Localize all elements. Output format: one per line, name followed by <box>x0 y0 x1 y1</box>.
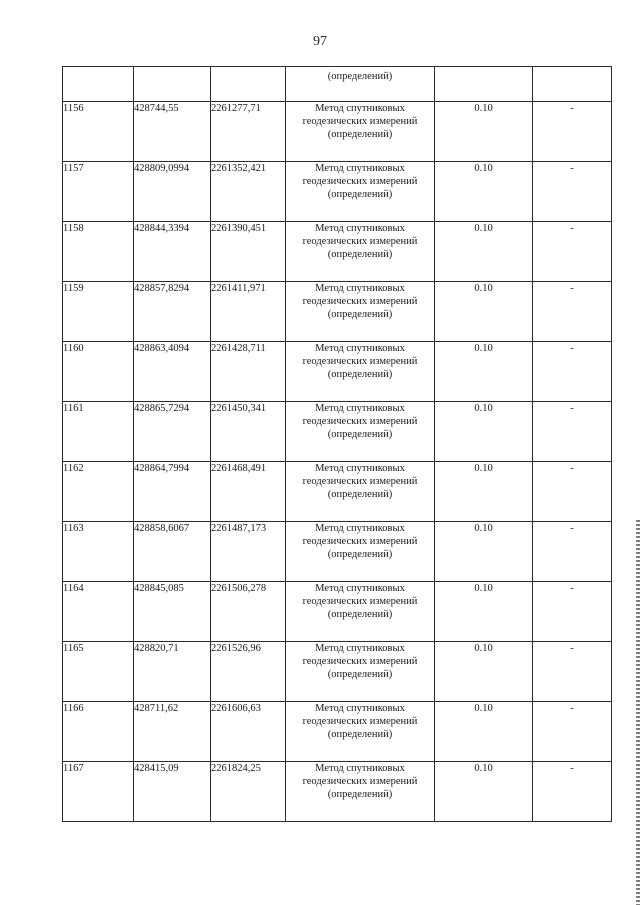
cell-note: - <box>533 702 612 762</box>
method-line: Метод спутниковых <box>315 523 405 534</box>
method-line: геодезических измерений <box>302 176 418 187</box>
method-line: (определений) <box>327 669 393 680</box>
method-line: (определений) <box>327 489 393 500</box>
cell-x: 428820,71 <box>134 642 211 702</box>
cell-x: 428865,7294 <box>134 402 211 462</box>
table-body <box>63 67 612 822</box>
method-line: геодезических измерений <box>302 776 418 787</box>
cell-method <box>286 462 435 522</box>
method-line: (определений) <box>327 789 393 800</box>
cell-accuracy: 0.10 <box>435 102 533 162</box>
cell-note: - <box>533 522 612 582</box>
cell-accuracy: 0.10 <box>435 642 533 702</box>
cell-num: 1156 <box>63 102 134 162</box>
method-line: Метод спутниковых <box>315 463 405 474</box>
method-line: (определений) <box>327 129 393 140</box>
cell-num: 1166 <box>63 702 134 762</box>
cell-note: - <box>533 282 612 342</box>
cell-num: 1164 <box>63 582 134 642</box>
cell-accuracy: 0.10 <box>435 582 533 642</box>
cell-y <box>211 67 286 102</box>
cell-num: 1158 <box>63 222 134 282</box>
cell-x: 428845,085 <box>134 582 211 642</box>
cell-method <box>286 222 435 282</box>
table-row <box>63 402 612 462</box>
table-row <box>63 582 612 642</box>
cell-y: 2261390,451 <box>211 222 286 282</box>
cell-method <box>286 162 435 222</box>
method-line: Метод спутниковых <box>315 763 405 774</box>
cell-method <box>286 282 435 342</box>
cell-x: 428415,09 <box>134 762 211 822</box>
table-row <box>63 702 612 762</box>
cell-x: 428711,62 <box>134 702 211 762</box>
method-line: (определений) <box>327 309 393 320</box>
method-line: (определений) <box>327 729 393 740</box>
method-line: (определений) <box>327 549 393 560</box>
cell-y: 2261352,421 <box>211 162 286 222</box>
cell-x: 428858,6067 <box>134 522 211 582</box>
method-line: геодезических измерений <box>302 476 418 487</box>
cell-note <box>533 67 612 102</box>
cell-y: 2261450,341 <box>211 402 286 462</box>
method-line: Метод спутниковых <box>315 103 405 114</box>
cell-accuracy: 0.10 <box>435 162 533 222</box>
table-row <box>63 762 612 822</box>
cell-y: 2261277,71 <box>211 102 286 162</box>
cell-accuracy: 0.10 <box>435 702 533 762</box>
cell-note: - <box>533 402 612 462</box>
method-line: геодезических измерений <box>302 596 418 607</box>
method-line: геодезических измерений <box>302 116 418 127</box>
cell-y: 2261526,96 <box>211 642 286 702</box>
coordinates-table <box>62 66 612 822</box>
method-line: (определений) <box>327 249 393 260</box>
cell-y: 2261824,25 <box>211 762 286 822</box>
cell-method <box>286 342 435 402</box>
method-line: геодезических измерений <box>302 416 418 427</box>
cell-note: - <box>533 162 612 222</box>
cell-num <box>63 67 134 102</box>
cell-x: 428863,4094 <box>134 342 211 402</box>
method-line: (определений) <box>327 71 393 82</box>
cell-note: - <box>533 762 612 822</box>
method-line: Метод спутниковых <box>315 403 405 414</box>
cell-y: 2261411,971 <box>211 282 286 342</box>
cell-y: 2261468,491 <box>211 462 286 522</box>
cell-accuracy: 0.10 <box>435 522 533 582</box>
method-line: (определений) <box>327 429 393 440</box>
table-row <box>63 102 612 162</box>
cell-note: - <box>533 222 612 282</box>
cell-note: - <box>533 582 612 642</box>
method-line: Метод спутниковых <box>315 643 405 654</box>
method-line: Метод спутниковых <box>315 163 405 174</box>
scan-edge-artifact <box>636 520 640 905</box>
method-line: геодезических измерений <box>302 656 418 667</box>
table-row <box>63 282 612 342</box>
cell-note: - <box>533 342 612 402</box>
cell-accuracy: 0.10 <box>435 462 533 522</box>
cell-method <box>286 402 435 462</box>
method-line: геодезических измерений <box>302 356 418 367</box>
cell-x: 428744,55 <box>134 102 211 162</box>
cell-num: 1159 <box>63 282 134 342</box>
cell-num: 1167 <box>63 762 134 822</box>
page-number: 97 <box>313 34 327 49</box>
cell-method <box>286 522 435 582</box>
method-line: Метод спутниковых <box>315 223 405 234</box>
cell-note: - <box>533 462 612 522</box>
cell-method <box>286 642 435 702</box>
cell-x: 428864,7994 <box>134 462 211 522</box>
cell-num: 1157 <box>63 162 134 222</box>
cell-method <box>286 702 435 762</box>
cell-note: - <box>533 642 612 702</box>
cell-accuracy: 0.10 <box>435 762 533 822</box>
cell-num: 1163 <box>63 522 134 582</box>
cell-y: 2261428,711 <box>211 342 286 402</box>
table-row <box>63 462 612 522</box>
table-row <box>63 642 612 702</box>
table-row <box>63 342 612 402</box>
cell-accuracy: 0.10 <box>435 282 533 342</box>
cell-x <box>134 67 211 102</box>
cell-method <box>286 762 435 822</box>
method-line: (определений) <box>327 369 393 380</box>
cell-y: 2261487,173 <box>211 522 286 582</box>
table-row <box>63 222 612 282</box>
cell-accuracy: 0.10 <box>435 222 533 282</box>
cell-accuracy <box>435 67 533 102</box>
cell-accuracy: 0.10 <box>435 342 533 402</box>
method-line: геодезических измерений <box>302 236 418 247</box>
method-line: (определений) <box>327 609 393 620</box>
cell-num: 1162 <box>63 462 134 522</box>
method-line: (определений) <box>327 189 393 200</box>
method-line: геодезических измерений <box>302 296 418 307</box>
cell-num: 1161 <box>63 402 134 462</box>
method-line: геодезических измерений <box>302 716 418 727</box>
cell-x: 428857,8294 <box>134 282 211 342</box>
table-row <box>63 522 612 582</box>
cell-method <box>286 67 435 102</box>
method-line: Метод спутниковых <box>315 283 405 294</box>
cell-accuracy: 0.10 <box>435 402 533 462</box>
method-line: Метод спутниковых <box>315 583 405 594</box>
cell-y: 2261506,278 <box>211 582 286 642</box>
method-line: Метод спутниковых <box>315 343 405 354</box>
method-line: геодезических измерений <box>302 536 418 547</box>
cell-num: 1165 <box>63 642 134 702</box>
cell-x: 428844,3394 <box>134 222 211 282</box>
cell-method <box>286 102 435 162</box>
cell-note: - <box>533 102 612 162</box>
cell-method <box>286 582 435 642</box>
table-row <box>63 162 612 222</box>
method-line: Метод спутниковых <box>315 703 405 714</box>
table-row-continued <box>63 67 612 102</box>
cell-x: 428809,0994 <box>134 162 211 222</box>
cell-num: 1160 <box>63 342 134 402</box>
cell-y: 2261606,63 <box>211 702 286 762</box>
